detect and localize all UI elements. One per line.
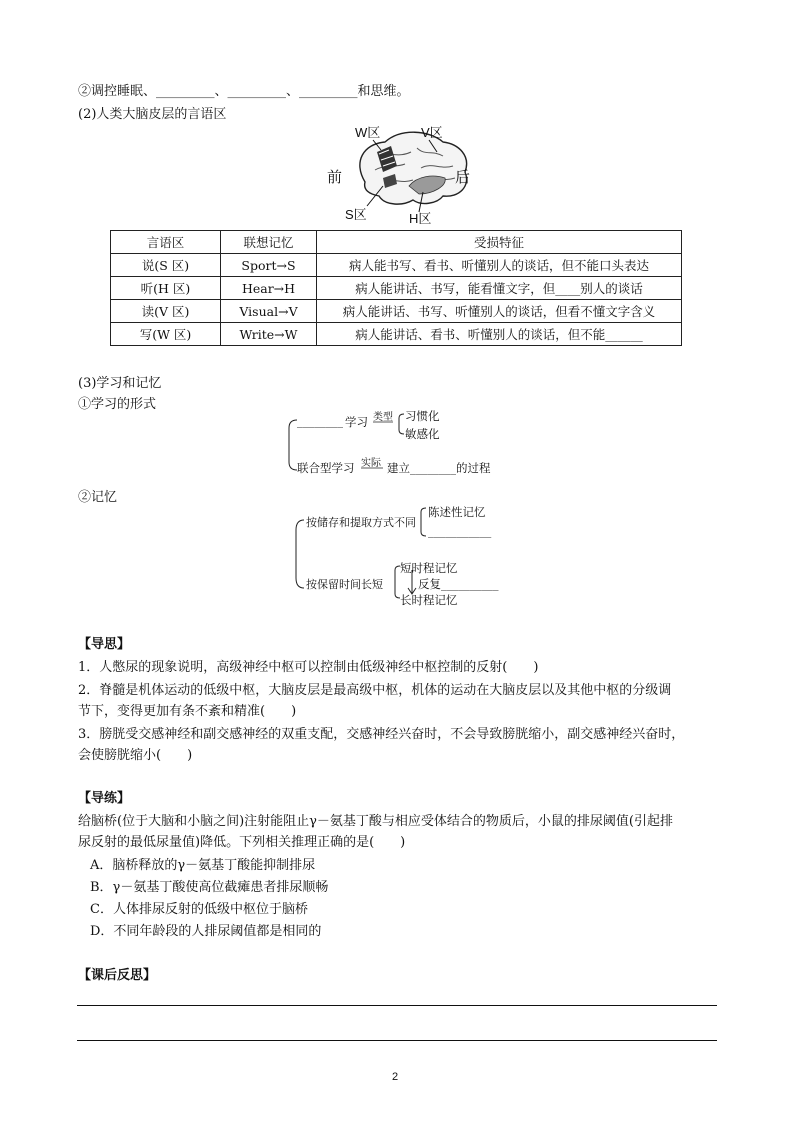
blank-memory-type: ___________ <box>428 524 492 538</box>
statement-item: 3．膀胱受交感神经和副交感神经的双重支配，交感神经兴奋时，不会导致膀胱缩小，副交感神经兴奋时， <box>78 727 685 742</box>
table-header: 联想记忆 <box>221 231 317 254</box>
table-cell: Visual→V <box>221 300 317 323</box>
table-row <box>111 323 682 346</box>
option-c: C．人体排尿反射的低级中枢位于脑桥 <box>90 902 308 917</box>
table-cell: 读(V 区) <box>111 300 221 323</box>
table-cell: Sport→S <box>221 254 317 277</box>
long-term-memory-label: 长时程记忆 <box>400 593 458 607</box>
option-d: D．不同年龄段的人排尿阈值都是相同的 <box>90 924 322 939</box>
memory-diagram <box>290 502 510 606</box>
table-cell: 写(W 区) <box>111 323 221 346</box>
question-stem: 给脑桥(位于大脑和小脑之间)注射能阻止γ－氨基丁酸与相应受体结合的物质后，小鼠的排尿阈值(引起排 <box>78 814 673 829</box>
type-label: 类型 <box>373 412 393 423</box>
label-front: 前 <box>327 168 343 186</box>
option-b: B．γ－氨基丁酸使高位截瘫患者排尿顺畅 <box>90 880 329 895</box>
sensitization-label: 敏感化 <box>405 427 440 441</box>
statement-item: 节下，变得更加有条不紊和精准( ) <box>78 704 297 719</box>
subsection-heading: ②记忆 <box>78 490 118 505</box>
learning-label: 学习 <box>345 415 368 429</box>
brain-figure <box>325 120 485 228</box>
table-cell: 病人能讲话、书写，能看懂文字，但____别人的谈话 <box>317 277 682 300</box>
essence-label: 实际 <box>361 458 381 469</box>
reflection-title: 【课后反思】 <box>78 968 157 983</box>
table-cell: Write→W <box>221 323 317 346</box>
label-h-area: H区 <box>409 211 432 226</box>
statement-item: 1．人憋尿的现象说明，高级神经中枢可以控制由低级神经中枢控制的反射( ) <box>78 660 539 675</box>
table-cell: 病人能讲话、书写、听懂别人的谈话，但看不懂文字含义 <box>317 300 682 323</box>
practice-title: 【导练】 <box>78 791 131 806</box>
table-cell: 病人能讲话、看书、听懂别人的谈话，但不能______ <box>317 323 682 346</box>
option-a: A．脑桥释放的γ－氨基丁酸能抑制排尿 <box>90 858 316 873</box>
table-header-row <box>111 231 682 254</box>
writing-line <box>77 1040 717 1041</box>
learning-forms-diagram <box>285 408 525 480</box>
label-s-area: S区 <box>345 207 367 222</box>
table-row <box>111 300 682 323</box>
associative-learning-label: 联合型学习 <box>297 461 355 475</box>
habituation-label: 习惯化 <box>405 409 440 423</box>
fill-in-line: ②调控睡眠、_________、_________、_________和思维。 <box>78 84 410 99</box>
page-number: 2 <box>392 1071 399 1083</box>
label-v-area: V区 <box>421 125 443 140</box>
language-area-table <box>110 230 682 346</box>
establish-process-label: 建立________的过程 <box>387 461 491 475</box>
table-cell: 病人能书写、看书、听懂别人的谈话，但不能口头表达 <box>317 254 682 277</box>
table-cell: Hear→H <box>221 277 317 300</box>
table-header: 言语区 <box>111 231 221 254</box>
short-term-memory-label: 短时程记忆 <box>400 561 458 575</box>
storage-method-label: 按储存和提取方式不同 <box>306 516 416 529</box>
repeat-blank-label: 反复__________ <box>418 577 499 591</box>
label-w-area: W区 <box>355 125 381 140</box>
declarative-memory-label: 陈述性记忆 <box>428 505 486 519</box>
retention-time-label: 按保留时间长短 <box>306 578 383 591</box>
writing-line <box>77 1005 717 1006</box>
statement-item: 会使膀胱缩小( ) <box>78 748 193 763</box>
table-cell: 听(H 区) <box>111 277 221 300</box>
table-header: 受损特征 <box>317 231 682 254</box>
statement-item: 2．脊髓是机体运动的低级中枢，大脑皮层是最高级中枢，机体的运动在大脑皮层以及其他中枢的分级调 <box>78 683 672 698</box>
table-row <box>111 254 682 277</box>
table-cell: 说(S 区) <box>111 254 221 277</box>
guide-think-title: 【导思】 <box>78 637 131 652</box>
subsection-heading: ①学习的形式 <box>78 397 157 412</box>
table-row <box>111 277 682 300</box>
section-heading: (3)学习和记忆 <box>78 376 162 391</box>
label-back: 后 <box>455 168 471 186</box>
section-heading: (2)人类大脑皮层的言语区 <box>78 107 227 122</box>
question-stem: 尿反射的最低尿量值)降低。下列相关推理正确的是( ) <box>78 835 406 850</box>
blank-learning-type: ________ <box>297 414 343 428</box>
